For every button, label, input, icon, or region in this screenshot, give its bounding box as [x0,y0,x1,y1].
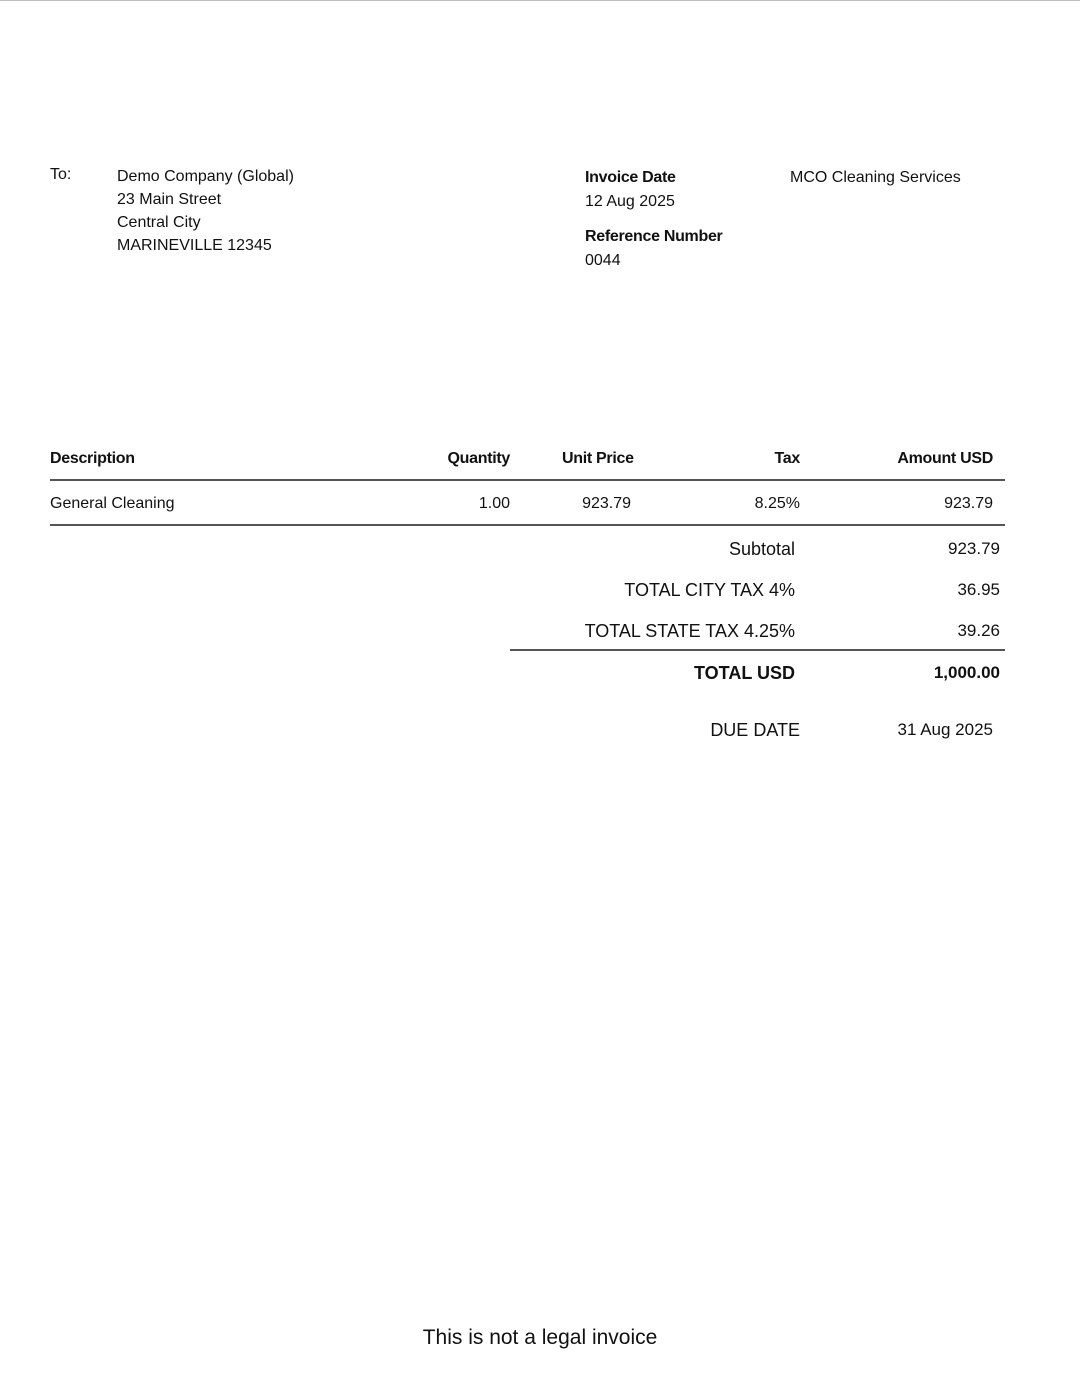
total-label: TOTAL USD [693,663,795,683]
column-header-tax: Tax [774,450,800,467]
subtotal-label: Subtotal [728,539,795,559]
column-header-amount: Amount USD [897,450,993,467]
row-tax: 8.25% [754,495,800,512]
city-tax-label: TOTAL CITY TAX 4% [624,580,795,600]
row-description: General Cleaning [50,495,175,512]
subtotal-value: 923.79 [948,539,1000,558]
state-tax-value: 39.26 [957,621,1000,640]
to-label: To: [50,166,72,183]
city-tax-value: 36.95 [957,580,1000,599]
state-tax-label: TOTAL STATE TAX 4.25% [584,621,795,641]
invoice-date-value: 12 Aug 2025 [585,193,675,210]
column-header-unit-price: Unit Price [562,450,634,467]
totals-divider [510,649,1005,651]
invoice-meta [585,168,722,271]
recipient-city: Central City [117,214,201,231]
recipient-address [117,165,294,257]
due-date-value: 31 Aug 2025 [897,720,993,739]
footer-disclaimer: This is not a legal invoice [422,1326,658,1349]
reference-number-label: Reference Number [585,228,723,245]
due-date-label: DUE DATE [710,720,800,740]
recipient-name: Demo Company (Global) [117,168,294,185]
issuer-name: MCO Cleaning Services [790,169,961,186]
total-value: 1,000.00 [933,663,1000,682]
row-unit-price: 923.79 [582,495,631,512]
header-divider [50,479,1005,481]
recipient-street: 23 Main Street [117,191,222,208]
column-header-description: Description [50,450,135,467]
reference-number-value: 0044 [585,252,621,269]
column-header-quantity: Quantity [447,450,510,467]
recipient-region: MARINEVILLE 12345 [117,237,272,254]
row-amount: 923.79 [944,495,993,512]
row-divider [50,524,1005,526]
top-border-line [0,0,1080,1]
row-quantity: 1.00 [478,495,510,512]
invoice-date-label: Invoice Date [585,169,676,186]
